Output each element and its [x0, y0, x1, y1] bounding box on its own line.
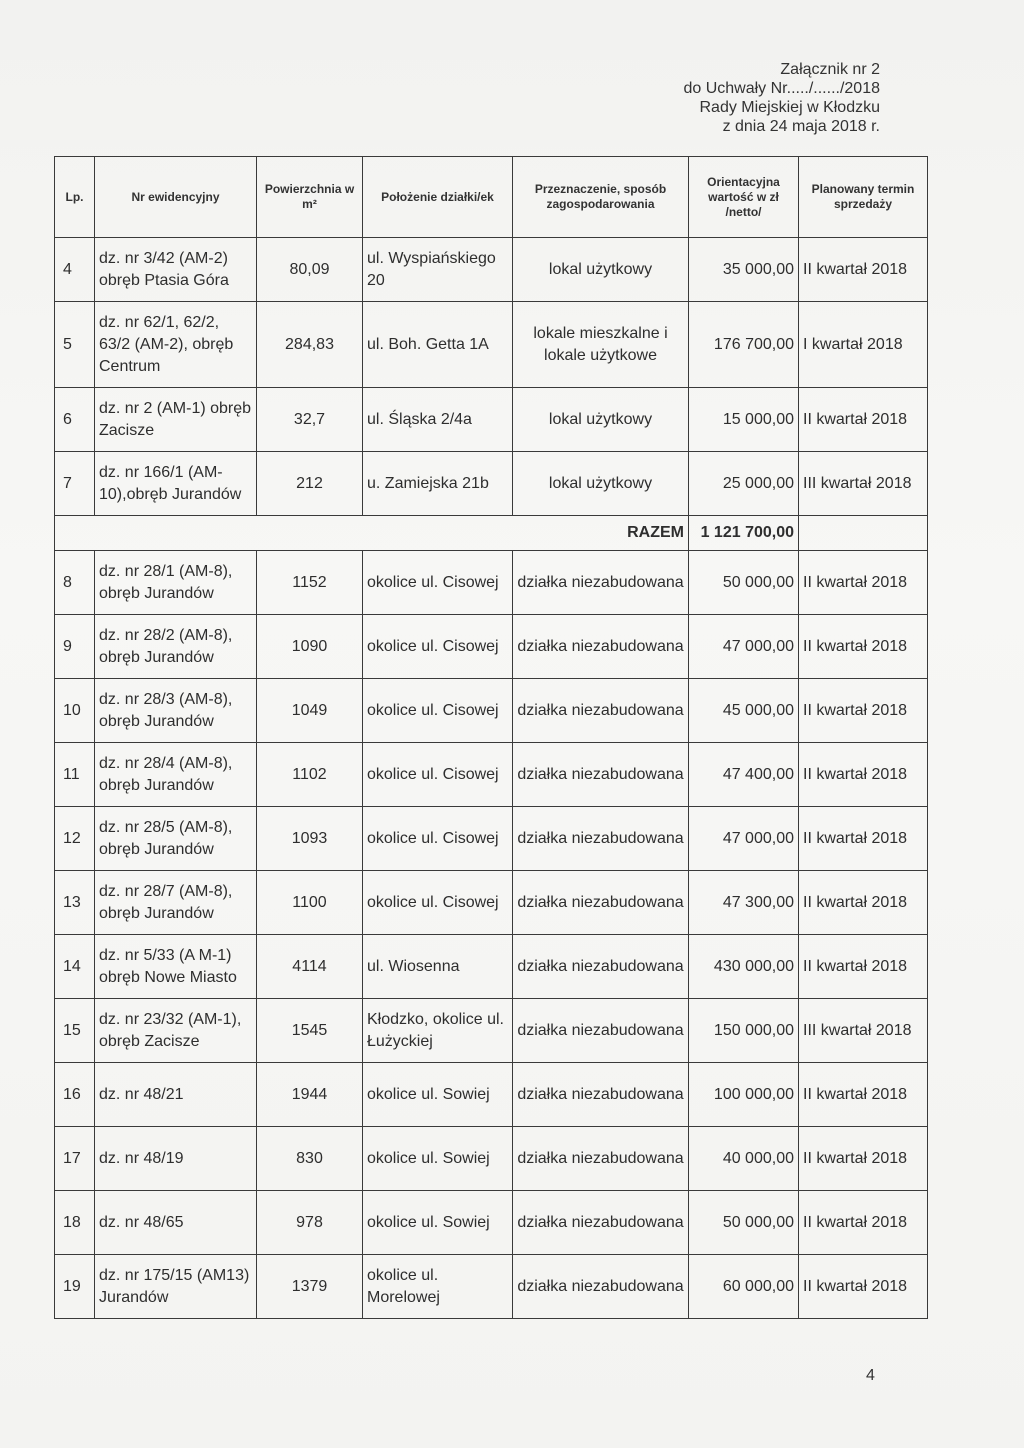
table-row: [55, 1063, 928, 1127]
cell-pow: 1100: [257, 871, 363, 935]
cell-nr: dz. nr 48/65: [95, 1191, 257, 1255]
cell-ter: I kwartał 2018: [799, 302, 928, 388]
col-header-war: Orientacyjna wartość w zł /netto/: [689, 157, 799, 238]
cell-ter: II kwartał 2018: [799, 551, 928, 615]
cell-nr: dz. nr 5/33 (A M-1) obręb Nowe Miasto: [95, 935, 257, 999]
cell-lp: 7: [55, 452, 95, 516]
page-number: 4: [866, 1367, 875, 1384]
cell-pow: 284,83: [257, 302, 363, 388]
cell-nr: dz. nr 62/1, 62/2, 63/2 (AM-2), obręb Centrum: [95, 302, 257, 388]
cell-lp: 14: [55, 935, 95, 999]
cell-war: 50 000,00: [689, 1191, 799, 1255]
table-row: [55, 615, 928, 679]
cell-lp: 19: [55, 1255, 95, 1319]
cell-ter: II kwartał 2018: [799, 807, 928, 871]
cell-prz: lokal użytkowy: [513, 452, 689, 516]
cell-pol: ul. Wyspiańskiego 20: [363, 238, 513, 302]
table-row: [55, 238, 928, 302]
cell-ter: II kwartał 2018: [799, 743, 928, 807]
cell-pow: 1093: [257, 807, 363, 871]
cell-war: 35 000,00: [689, 238, 799, 302]
attachment-header: [683, 60, 880, 136]
cell-nr: dz. nr 28/1 (AM-8), obręb Jurandów: [95, 551, 257, 615]
cell-prz: lokale mieszkalne i lokale użytkowe: [513, 302, 689, 388]
col-header-pow: Powierzchnia w m²: [257, 157, 363, 238]
cell-pol: Kłodzko, okolice ul. Łużyckiej: [363, 999, 513, 1063]
cell-ter: II kwartał 2018: [799, 1063, 928, 1127]
cell-pow: 1379: [257, 1255, 363, 1319]
cell-prz: działka niezabudowana: [513, 743, 689, 807]
cell-pol: ul. Śląska 2/4a: [363, 388, 513, 452]
cell-pow: 1545: [257, 999, 363, 1063]
cell-ter: II kwartał 2018: [799, 871, 928, 935]
summary-row: [55, 516, 928, 551]
cell-prz: działka niezabudowana: [513, 999, 689, 1063]
cell-war: 176 700,00: [689, 302, 799, 388]
cell-lp: 16: [55, 1063, 95, 1127]
cell-nr: dz. nr 48/19: [95, 1127, 257, 1191]
cell-ter: II kwartał 2018: [799, 679, 928, 743]
cell-nr: dz. nr 28/4 (AM-8), obręb Jurandów: [95, 743, 257, 807]
cell-nr: dz. nr 28/7 (AM-8), obręb Jurandów: [95, 871, 257, 935]
header-line-2: do Uchwały Nr...../....../2018: [683, 80, 880, 97]
cell-nr: dz. nr 28/2 (AM-8), obręb Jurandów: [95, 615, 257, 679]
table-summary: [55, 516, 928, 551]
table-row: [55, 1191, 928, 1255]
cell-war: 50 000,00: [689, 551, 799, 615]
cell-pow: 1152: [257, 551, 363, 615]
table-row: [55, 935, 928, 999]
cell-war: 47 000,00: [689, 615, 799, 679]
cell-war: 47 400,00: [689, 743, 799, 807]
summary-total: 1 121 700,00: [689, 516, 799, 551]
cell-pol: okolice ul. Cisowej: [363, 551, 513, 615]
cell-prz: działka niezabudowana: [513, 1255, 689, 1319]
table-body-plots: [55, 551, 928, 1319]
cell-pow: 4114: [257, 935, 363, 999]
cell-pol: okolice ul. Cisowej: [363, 679, 513, 743]
table-row: [55, 1127, 928, 1191]
cell-lp: 13: [55, 871, 95, 935]
cell-ter: II kwartał 2018: [799, 238, 928, 302]
cell-war: 430 000,00: [689, 935, 799, 999]
cell-prz: działka niezabudowana: [513, 1063, 689, 1127]
table-row: [55, 871, 928, 935]
cell-nr: dz. nr 23/32 (AM-1), obręb Zacisze: [95, 999, 257, 1063]
col-header-nr: Nr ewidencyjny: [95, 157, 257, 238]
table-row: [55, 807, 928, 871]
cell-lp: 12: [55, 807, 95, 871]
cell-pol: ul. Boh. Getta 1A: [363, 302, 513, 388]
cell-prz: działka niezabudowana: [513, 1127, 689, 1191]
cell-lp: 18: [55, 1191, 95, 1255]
cell-pow: 978: [257, 1191, 363, 1255]
cell-nr: dz. nr 28/3 (AM-8), obręb Jurandów: [95, 679, 257, 743]
cell-pow: 1102: [257, 743, 363, 807]
cell-war: 60 000,00: [689, 1255, 799, 1319]
cell-pol: okolice ul. Cisowej: [363, 871, 513, 935]
cell-lp: 15: [55, 999, 95, 1063]
table-row: [55, 1255, 928, 1319]
table-row: [55, 302, 928, 388]
cell-prz: lokal użytkowy: [513, 388, 689, 452]
cell-pow: 1049: [257, 679, 363, 743]
cell-pow: 1944: [257, 1063, 363, 1127]
cell-pow: 212: [257, 452, 363, 516]
cell-nr: dz. nr 3/42 (AM-2) obręb Ptasia Góra: [95, 238, 257, 302]
cell-ter: II kwartał 2018: [799, 1255, 928, 1319]
cell-ter: III kwartał 2018: [799, 999, 928, 1063]
cell-pol: okolice ul. Cisowej: [363, 615, 513, 679]
col-header-pol: Położenie działki/ek: [363, 157, 513, 238]
table-row: [55, 452, 928, 516]
cell-ter: II kwartał 2018: [799, 1127, 928, 1191]
cell-lp: 10: [55, 679, 95, 743]
header-line-3: Rady Miejskiej w Kłodzku: [699, 99, 880, 116]
cell-pol: okolice ul. Morelowej: [363, 1255, 513, 1319]
cell-nr: dz. nr 2 (AM-1) obręb Zacisze: [95, 388, 257, 452]
cell-lp: 17: [55, 1127, 95, 1191]
cell-pol: okolice ul. Sowiej: [363, 1191, 513, 1255]
cell-war: 47 000,00: [689, 807, 799, 871]
cell-lp: 9: [55, 615, 95, 679]
cell-prz: działka niezabudowana: [513, 551, 689, 615]
cell-lp: 11: [55, 743, 95, 807]
cell-war: 150 000,00: [689, 999, 799, 1063]
cell-war: 100 000,00: [689, 1063, 799, 1127]
cell-pol: ul. Wiosenna: [363, 935, 513, 999]
header-line-1: Załącznik nr 2: [780, 61, 880, 78]
cell-nr: dz. nr 175/15 (AM13) Jurandów: [95, 1255, 257, 1319]
header-line-4: z dnia 24 maja 2018 r.: [722, 118, 880, 135]
cell-lp: 8: [55, 551, 95, 615]
cell-prz: działka niezabudowana: [513, 807, 689, 871]
property-sale-table: [54, 156, 928, 1319]
col-header-lp: Lp.: [55, 157, 95, 238]
cell-pol: okolice ul. Cisowej: [363, 807, 513, 871]
col-header-prz: Przeznaczenie, sposób zagospodarowania: [513, 157, 689, 238]
cell-war: 15 000,00: [689, 388, 799, 452]
cell-pow: 80,09: [257, 238, 363, 302]
cell-lp: 5: [55, 302, 95, 388]
table-header-row: [55, 157, 928, 238]
cell-pol: okolice ul. Sowiej: [363, 1127, 513, 1191]
cell-ter: II kwartał 2018: [799, 1191, 928, 1255]
table-row: [55, 388, 928, 452]
cell-pow: 830: [257, 1127, 363, 1191]
summary-label: RAZEM: [55, 516, 689, 551]
cell-nr: dz. nr 166/1 (AM-10),obręb Jurandów: [95, 452, 257, 516]
cell-lp: 4: [55, 238, 95, 302]
table-row: [55, 551, 928, 615]
table-row: [55, 743, 928, 807]
cell-war: 25 000,00: [689, 452, 799, 516]
cell-prz: działka niezabudowana: [513, 615, 689, 679]
table-row: [55, 679, 928, 743]
cell-war: 40 000,00: [689, 1127, 799, 1191]
cell-war: 45 000,00: [689, 679, 799, 743]
cell-pol: u. Zamiejska 21b: [363, 452, 513, 516]
summary-empty: [799, 516, 928, 551]
cell-pol: okolice ul. Sowiej: [363, 1063, 513, 1127]
cell-pow: 1090: [257, 615, 363, 679]
col-header-ter: Planowany termin sprzedaży: [799, 157, 928, 238]
cell-prz: działka niezabudowana: [513, 935, 689, 999]
table-body-premises: [55, 238, 928, 516]
table-row: [55, 999, 928, 1063]
cell-ter: II kwartał 2018: [799, 615, 928, 679]
cell-prz: działka niezabudowana: [513, 679, 689, 743]
cell-prz: działka niezabudowana: [513, 871, 689, 935]
cell-lp: 6: [55, 388, 95, 452]
cell-pow: 32,7: [257, 388, 363, 452]
cell-prz: lokal użytkowy: [513, 238, 689, 302]
cell-ter: II kwartał 2018: [799, 935, 928, 999]
cell-nr: dz. nr 28/5 (AM-8), obręb Jurandów: [95, 807, 257, 871]
cell-prz: działka niezabudowana: [513, 1191, 689, 1255]
cell-ter: III kwartał 2018: [799, 452, 928, 516]
cell-pol: okolice ul. Cisowej: [363, 743, 513, 807]
cell-ter: II kwartał 2018: [799, 388, 928, 452]
cell-war: 47 300,00: [689, 871, 799, 935]
cell-nr: dz. nr 48/21: [95, 1063, 257, 1127]
